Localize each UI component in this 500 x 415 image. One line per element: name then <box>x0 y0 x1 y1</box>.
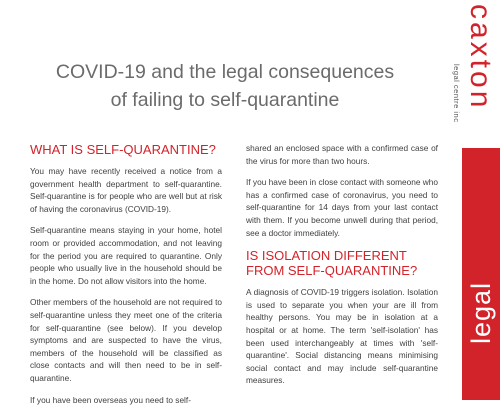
side-accent-bar <box>462 148 500 400</box>
document-title <box>30 58 420 114</box>
section-heading-isolation: IS ISOLATION DIFFERENT FROM SELF-QUARANTINE? <box>246 248 418 279</box>
section-heading-self-quarantine: WHAT IS SELF-QUARANTINE? <box>30 142 216 157</box>
brand-logo <box>462 4 498 144</box>
paragraph: If you have been in close contact with someone who has a confirmed case of coronavirus, you need to self-quarantine for 14 days from your last contact with them. If you become unwell during that period, see a doctor immediately. <box>246 177 438 238</box>
right-column <box>246 142 438 396</box>
brand-subtitle: legal centre inc <box>452 64 461 123</box>
side-tab-label: legal <box>466 282 496 345</box>
paragraph: If you have been overseas you need to self- <box>30 394 191 405</box>
paragraph: You may have recently received a notice from a government health department to self-quarantine. Self-quarantine is for people who are well but at risk of having the coronavirus (COVID-19). <box>30 166 222 214</box>
paragraph: Self-quarantine means staying in your home, hotel room or provided accommodation, and not leaving for the period you are required to quarantine. Only people who usually live in the household should be in the home. Do not allow visitors into the home. <box>30 225 222 286</box>
title-line-2: of failing to self-quarantine <box>110 89 340 111</box>
paragraph: shared an enclosed space with a confirmed case of the virus for more than two hours. <box>246 143 438 166</box>
brand-logo-text: caxton <box>464 4 497 111</box>
title-line-1: COVID-19 and the legal consequences <box>55 61 395 83</box>
paragraph: A diagnosis of COVID-19 triggers isolation. Isolation is used to separate you when your are ill from healthy persons. You may be in isolation at a hospital or at home. The term 'self-isolation' has been used interchangeably at times with 'self-quarantine'. Social distancing means minimising social contact and may include self-quarantine measures. <box>246 287 438 386</box>
left-column <box>30 142 222 415</box>
paragraph: Other members of the household are not required to self-quarantine unless they meet one of the criteria for self-quarantine (see below). If you develop symptoms and are suspected to have the virus, members of the household will be classified as close contacts and will then need to be in self-quarantine. <box>30 297 222 383</box>
